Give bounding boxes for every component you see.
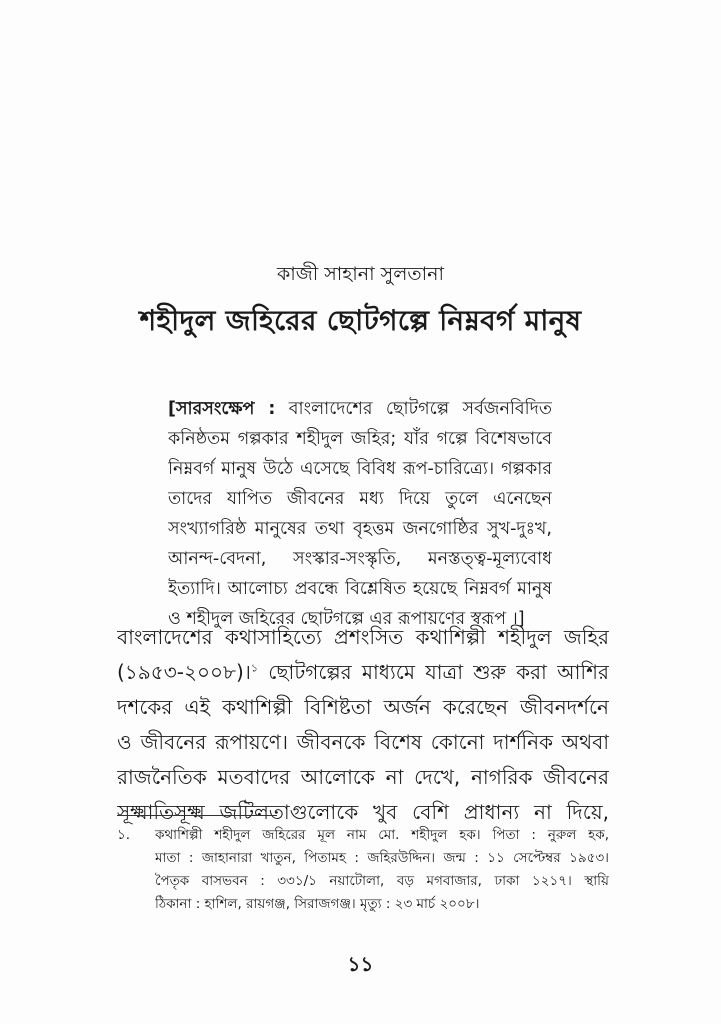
- abstract-line: কনিষ্ঠতম গল্পকার শহীদুল জহির; যাঁর গল্পে বিশেষভাবে: [168, 429, 552, 449]
- footnote-line: মাতা : জাহানারা খাতুন, পিতামহ : জহিরউদ্দিন। জন্ম : ১১ সেপ্টেম্বর ১৯৫৩।: [155, 850, 609, 866]
- abstract-line: ইত্যাদি। আলোচ্য প্রবন্ধে বিশ্লেষিত হয়েছে নিম্নবর্গ মানুষ: [168, 579, 552, 599]
- body-line: রাজনৈতিক মতবাদের আলোকে না দেখে, নাগরিক জীবনের: [117, 765, 609, 789]
- footnote-line: ঠিকানা : হাশিল, রায়গঞ্জ, সিরাজগঞ্জ। মৃত্যু : ২৩ মার্চ ২০০৮।: [155, 896, 480, 912]
- body-line: দশকের এই কথাশিল্পী বিশিষ্টতা অর্জন করেছেন জীবনদর্শনে: [117, 695, 609, 719]
- page-number: ১১: [347, 952, 374, 976]
- abstract: [168, 394, 552, 634]
- footnote-body: [155, 824, 609, 916]
- footnote-number: ১.: [117, 827, 131, 843]
- body-line: (১৯৫৩-২০০৮)।$^১$ ছোটগল্পের মাধ্যমে যাত্রা শুরু করা আশির: [117, 660, 609, 684]
- abstract-line: [সারসংক্ষেপ : বাংলাদেশের ছোটগল্পে সর্বজনবিদিত: [168, 399, 552, 419]
- article-title: শহীদুল জহিরের ছোটগল্পে নিম্নবর্গ মানুষ: [139, 304, 582, 337]
- footnote-marker[interactable]: ১: [250, 661, 259, 675]
- abstract-label: [সারসংক্ষেপ :: [168, 399, 276, 419]
- author-name: কাজী সাহানা সুলতানা: [276, 263, 445, 285]
- abstract-line: নিম্নবর্গ মানুষ উঠে এসেছে বিবিধ রূপ-চারিত্র্যে। গল্পকার: [168, 459, 552, 479]
- abstract-line: আনন্দ-বেদনা, সংস্কার-সংস্কৃতি, মনস্তত্ত্ব-মূল্যবোধ: [168, 549, 552, 569]
- footnote-line: পৈতৃক বাসভবন : ৩৩১/১ নয়াটোলা, বড় মগবাজার, ঢাকা ১২১৭। স্থায়ি: [155, 873, 609, 889]
- abstract-line: ও শহীদুল জহিরের ছোটগল্পে এর রূপায়ণের স্বরূপ ।]: [168, 609, 525, 629]
- abstract-line: সংখ্যাগরিষ্ঠ মানুষের তথা বৃহত্তম জনগোষ্ঠির সুখ-দুঃখ,: [168, 519, 552, 539]
- abstract-line: তাদের যাপিত জীবনের মধ্য দিয়ে তুলে এনেছেন: [168, 489, 552, 509]
- body-line: সূক্ষ্মাতিসূক্ষ্ম জটিলতাগুলোকে খুব বেশি প্রাধান্য না দিয়ে,: [117, 800, 609, 824]
- footnote-divider: [117, 815, 277, 816]
- footnote-line: কথাশিল্পী শহীদুল জহিরের মূল নাম মো. শহীদুল হক। পিতা : নুরুল হক,: [155, 827, 609, 843]
- body-line: ও জীবনের রূপায়ণে। জীবনকে বিশেষ কোনো দার্শনিক অথবা: [117, 730, 609, 754]
- body-paragraph: [117, 620, 609, 830]
- body-line: বাংলাদেশের কথাসাহিত্যে প্রশংসিত কথাশিল্পী শহীদুল জহির: [117, 625, 609, 649]
